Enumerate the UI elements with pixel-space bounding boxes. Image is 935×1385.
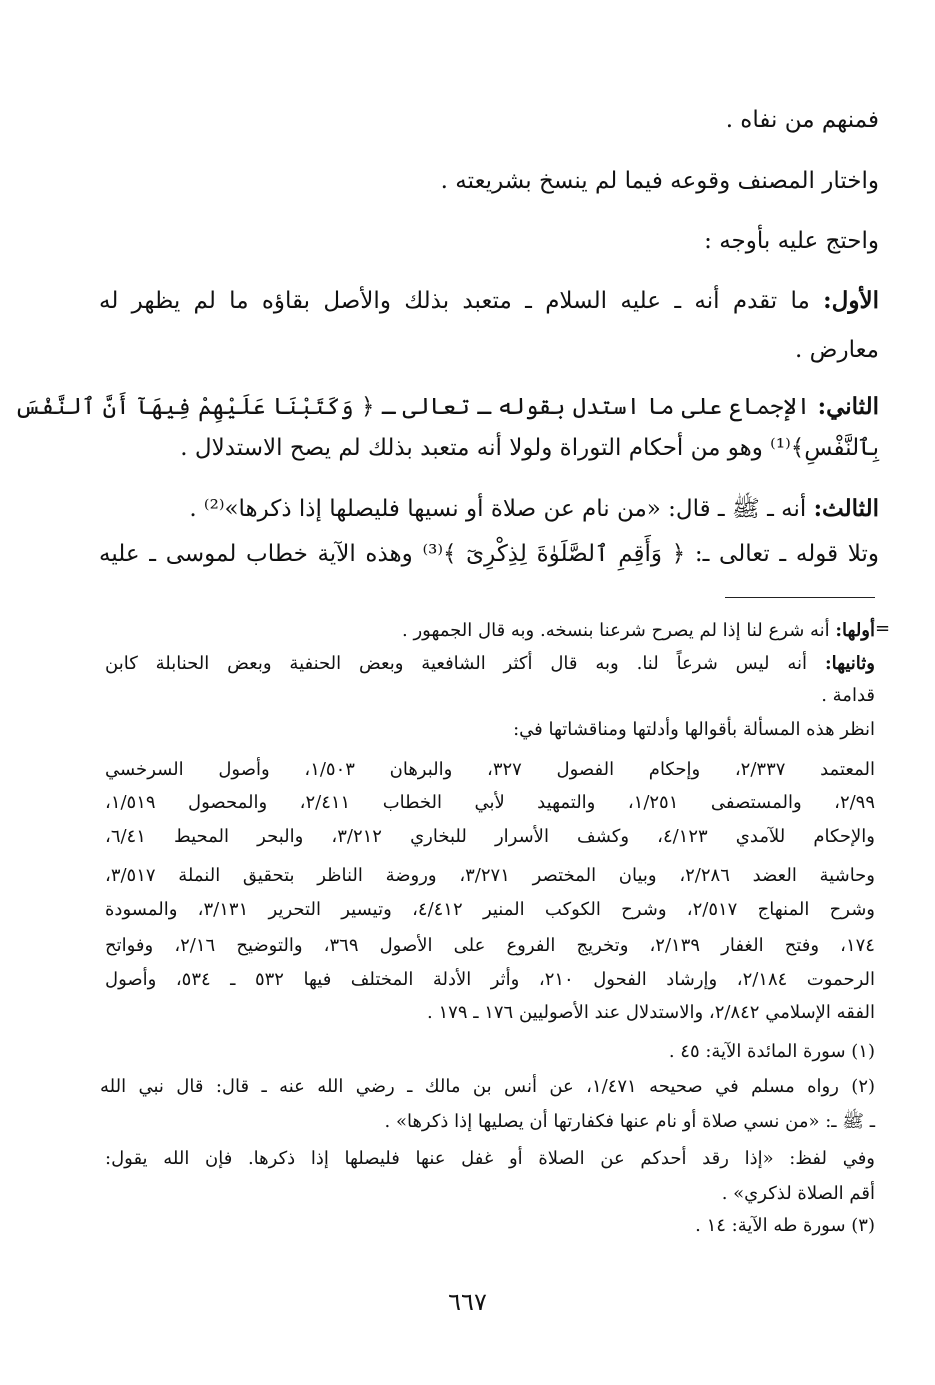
text-line: واحتج عليه بأوجه :: [704, 228, 879, 254]
footnote-continuation-marker: =: [875, 618, 891, 639]
point-label: الأول:: [823, 287, 879, 314]
page-number: ٦٦٧: [448, 1288, 487, 1316]
footnote-line: انظر هذه المسألة بأقوالها وأدلتها ومناقشاتها في:: [513, 719, 875, 740]
footnote-2-continued: وفي لفظ: «إذا رقد أحدكم عن الصلاة أو غفل عنها فليصلها إذا ذكرها. فإن الله يقول:: [105, 1148, 875, 1169]
reference-line: الفقه الإسلامي ٢/٨٤٢، والاستدلال عند الأصوليين ١٧٦ ـ ١٧٩ .: [427, 1002, 875, 1023]
reference-line: ١٧٤، وفتح الغفار ٢/١٣٩، وتخريج الفروع على الأصول ٣٦٩، والتوضيح ٢/١٦، وفواتح: [105, 935, 875, 956]
text-line: فمنهم من نفاه .: [725, 107, 879, 133]
reference-line: المعتمد ٢/٣٣٧، وإحكام الفصول ٣٢٧، والبرهان ١/٥٠٣، وأصول السرخسي: [105, 759, 875, 780]
footnote-2-continued: أقم الصلاة لذكري» .: [721, 1183, 875, 1204]
text-line: بِٱلنَّفْسِ﴾⁽¹⁾ وهو من أحكام التوراة ولولا أنه متعبد بذلك لم يصح الاستدلال .: [180, 435, 879, 461]
reference-line: ٢/٩٩، والمستصفى ١/٢٥١، والتمهيد لأبي الخطاب ٢/٤١١، والمحصول ١/٥١٩،: [105, 792, 876, 813]
reference-line: وحاشية العضد ٢/٢٨٦، وبيان المختصر ٣/٢٧١، وروضة الناظر بتحقيق النملة ٣/٥١٧،: [105, 865, 876, 886]
footnote-line: وثانيها: أنه ليس شرعاً لنا. وبه قال أكثر الشافعية وبعض الحنفية وبعض الحنابلة كابن: [105, 653, 875, 674]
footnote-3: (٣) سورة طه الآية: ١٤ .: [695, 1215, 875, 1236]
point-label: الثالث:: [813, 495, 879, 522]
point-label: الثاني:: [817, 393, 879, 420]
footnote-2: (٢) رواه مسلم في صحيحه ١/٤٧١، عن أنس بن مالك ـ رضي الله عنه ـ قال: قال نبي الله: [100, 1076, 876, 1097]
text-line: معارض .: [795, 337, 879, 363]
reference-line: الرحموت ٢/١٨٤، وإرشاد الفحول ٢١٠، وأثر الأدلة المختلف فيها ٥٣٢ ـ ٥٣٤، وأصول: [105, 969, 876, 990]
paragraph-second-first-line: الثاني: الإجماع على ما استدل بقوله ـ تعالى ـ ﴿ وَكَتَبْنَا عَلَيْهِمْ فِيهَآ أَنَّ ٱلنَّفْسَ: [14, 393, 879, 420]
paragraph-third-first-line: الثالث: أنه ـ ﷺ ـ قال: «من نام عن صلاة أو نسيها فليصلها إذا ذكرها»⁽²⁾ .: [189, 495, 879, 522]
text-line: وتلا قوله ـ تعالى ـ: ﴿ وَأَقِمِ ٱلصَّلَوٰةَ لِذِكْرِىٓ ﴾⁽³⁾ وهذه الآية خطاب لموسى ـ عليه: [99, 541, 879, 567]
text-line: واختار المصنف وقوعه فيما لم ينسخ بشريعته .: [440, 168, 879, 194]
footnote-separator: [725, 597, 875, 598]
reference-line: والإحكام للآمدي ٤/١٢٣، وكشف الأسرار للبخاري ٣/٢١٢، والبحر المحيط ٦/٤١،: [105, 826, 875, 847]
reference-line: وشرح المنهاج ٢/٥١٧، وشرح الكوكب المنير ٤/٤١٢، وتيسير التحرير ٣/١٣١، والمسودة: [105, 899, 875, 920]
footnote-line: أولها: أنه شرع لنا إذا لم يصرح شرعنا بنسخه. وبه قال الجمهور .: [402, 620, 875, 641]
paragraph-first-line: الأول: ما تقدم أنه ـ عليه السلام ـ متعبد بذلك والأصل بقاؤه ما لم يظهر له: [99, 287, 879, 314]
footnote-1: (١) سورة المائدة الآية: ٤٥ .: [668, 1041, 875, 1062]
footnote-line: قدامة .: [821, 685, 875, 706]
footnote-2-continued: ـ ﷺ ـ: «من نسي صلاة أو نام عنها فكفارتها أن يصليها إذا ذكرها» .: [384, 1111, 875, 1132]
